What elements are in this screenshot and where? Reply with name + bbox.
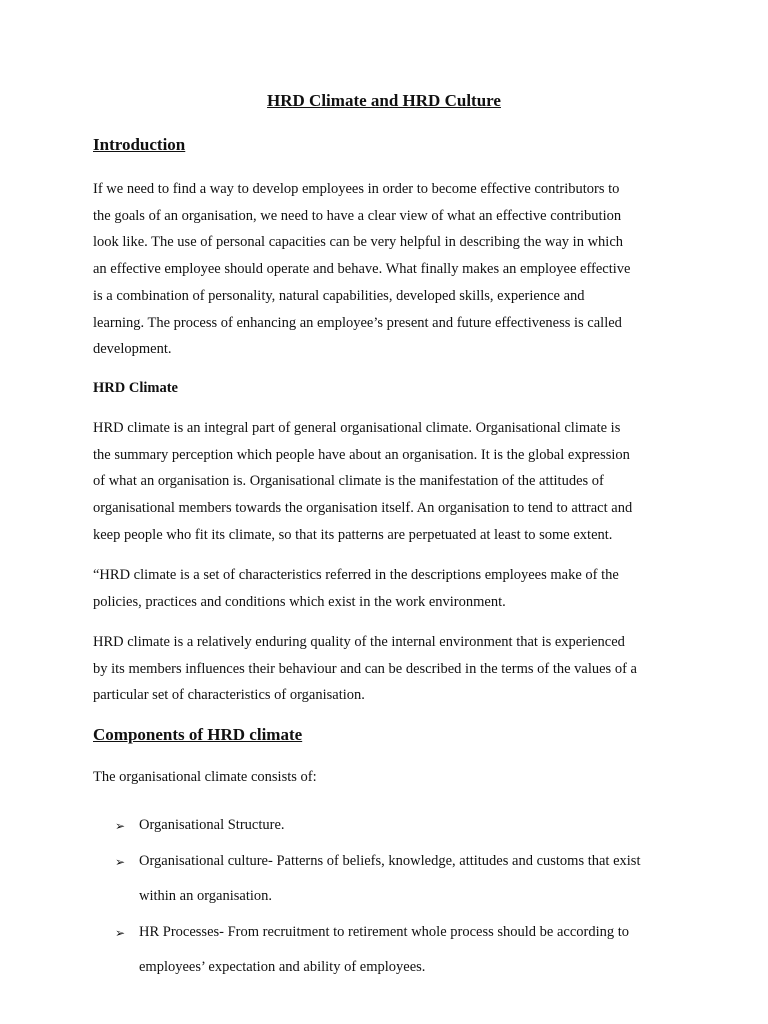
list-item-text: Organisational culture- Patterns of beliefs, knowledge, attitudes and customs that exist	[139, 852, 641, 869]
list-item-text: employees’ expectation and ability of employees.	[139, 959, 426, 975]
list-item	[115, 915, 695, 986]
document-title: HRD Climate and HRD Culture	[267, 91, 501, 110]
paragraph-hrd-climate-definition	[93, 415, 693, 549]
text-line: HRD climate is an integral part of general organisational climate. Organisational climate is	[93, 420, 621, 436]
list-item	[115, 808, 695, 844]
text-line: If we need to find a way to develop employees in order to become effective contributors to	[93, 181, 620, 197]
paragraph-hrd-climate-quality	[93, 629, 693, 709]
arrow-bullet-icon: ➢	[115, 854, 126, 869]
paragraph-introduction	[93, 176, 693, 363]
bullet-list	[115, 808, 695, 986]
text-line: the goals of an organisation, we need to have a clear view of what an effective contribution	[93, 207, 622, 224]
text-line: by its members influences their behaviour and can be described in the terms of the values of a	[93, 660, 637, 677]
list-item-text: within an organisation.	[139, 888, 273, 904]
arrow-bullet-icon: ➢	[115, 925, 126, 940]
section-heading-introduction: Introduction	[93, 135, 186, 154]
list-item-text: HR Processes- From recruitment to retirement whole process should be according to	[139, 923, 630, 940]
text-line: particular set of characteristics of organisation.	[93, 687, 365, 704]
text-line: policies, practices and conditions which exist in the work environment.	[93, 593, 506, 610]
section-heading-components: Components of HRD climate	[93, 725, 303, 744]
text-line: learning. The process of enhancing an employee’s present and future effectiveness is called	[93, 314, 622, 331]
list-item	[115, 844, 695, 915]
list-item-text: Organisational Structure.	[139, 817, 285, 833]
text-line: development.	[93, 341, 172, 358]
text-line: look like. The use of personal capacities can be very helpful in describing the way in which	[93, 234, 624, 251]
text-line: an effective employee should operate and behave. What finally makes an employee effective	[93, 261, 631, 278]
arrow-bullet-icon: ➢	[115, 819, 126, 833]
text-line: HRD climate is a relatively enduring quality of the internal environment that is experienced	[93, 634, 625, 650]
text-line: of what an organisation is. Organisational climate is the manifestation of the attitudes of	[93, 473, 604, 490]
text-line: is a combination of personality, natural capabilities, developed skills, experience and	[93, 287, 585, 304]
text-line: the summary perception which people have about an organisation. It is the global expression	[93, 446, 630, 463]
paragraph-hrd-climate-quote	[93, 562, 693, 615]
section-heading-hrd-climate: HRD Climate	[93, 380, 178, 396]
text-line: keep people who fit its climate, so that its patterns are perpetuated at least to some extent.	[93, 526, 613, 543]
components-intro: The organisational climate consists of:	[93, 769, 317, 785]
text-line: “HRD climate is a set of characteristics referred in the descriptions employees make of the	[93, 567, 619, 583]
text-line: organisational members towards the organisation itself. An organisation to tend to attract and	[93, 500, 633, 517]
